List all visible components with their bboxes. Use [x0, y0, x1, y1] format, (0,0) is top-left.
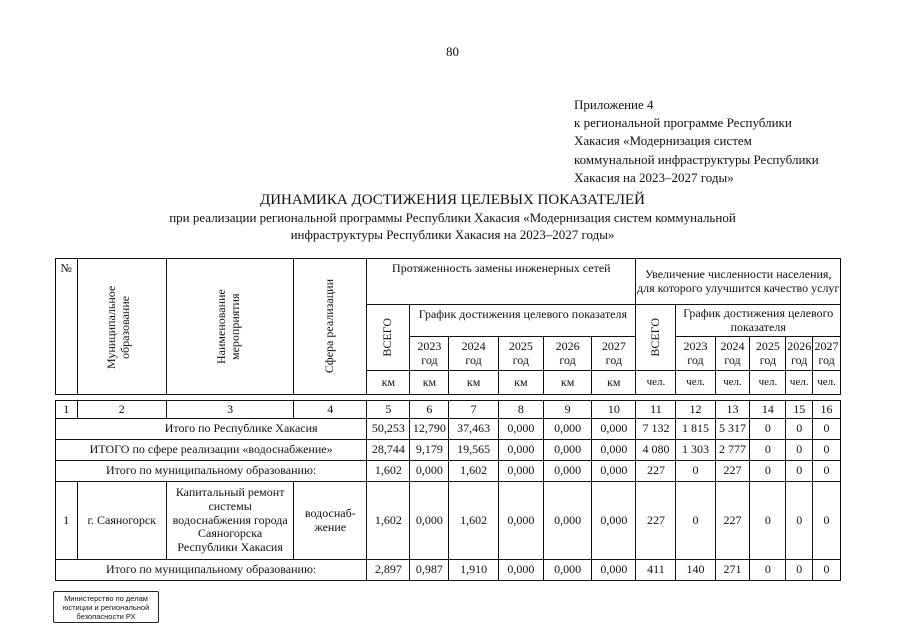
- cell: 0,000: [592, 482, 636, 560]
- cell: 0,000: [543, 440, 591, 461]
- unit-cell: км: [592, 371, 636, 395]
- row-number: 1: [56, 482, 78, 560]
- stamp-line: безопасности РХ: [76, 612, 136, 622]
- cell: 2,897: [367, 560, 410, 581]
- cell: 0: [676, 461, 715, 482]
- cell: 411: [636, 560, 676, 581]
- cell: 1,602: [449, 482, 498, 560]
- appendix-line: к региональной программе Республики: [574, 115, 792, 131]
- cell: 7 132: [636, 419, 676, 440]
- column-number: 11: [636, 401, 676, 419]
- table-row: [56, 461, 841, 482]
- ministry-stamp: [53, 591, 159, 623]
- year-cell: 2025 год: [750, 337, 786, 371]
- appendix-note: [574, 96, 819, 187]
- cell: 0,000: [498, 461, 543, 482]
- cell: 271: [715, 560, 750, 581]
- cell: 0,000: [498, 440, 543, 461]
- row-label: Итого по муниципальному образованию:: [56, 461, 367, 482]
- unit-cell: чел.: [813, 371, 841, 395]
- cell: 0,000: [543, 560, 591, 581]
- cell: 0,000: [498, 419, 543, 440]
- cell: 2 777: [715, 440, 750, 461]
- cell: 0: [813, 461, 841, 482]
- header-total-length: [367, 305, 410, 371]
- unit-cell: чел.: [750, 371, 786, 395]
- cell: 0,000: [543, 482, 591, 560]
- cell: 0,000: [592, 560, 636, 581]
- cell: 0: [750, 560, 786, 581]
- cell: 0,000: [498, 482, 543, 560]
- cell: 12,790: [410, 419, 449, 440]
- cell: 37,463: [449, 419, 498, 440]
- year-cell: 2026 год: [543, 337, 591, 371]
- year-cell: 2024 год: [715, 337, 750, 371]
- cell: 0: [813, 440, 841, 461]
- municipality-cell: г. Саяногорск: [77, 482, 166, 560]
- cell: 0,000: [410, 461, 449, 482]
- unit-cell: чел.: [676, 371, 715, 395]
- page-number: 80: [446, 44, 459, 59]
- year-cell: 2024 год: [449, 337, 498, 371]
- column-numbers-row: [56, 401, 841, 419]
- unit-cell: км: [410, 371, 449, 395]
- cell: 227: [715, 482, 750, 560]
- year-cell: 2023 год: [676, 337, 715, 371]
- sphere-cell: водоснаб-жение: [294, 482, 367, 560]
- cell: 9,179: [410, 440, 449, 461]
- cell: 0: [786, 560, 813, 581]
- unit-cell: чел.: [636, 371, 676, 395]
- table-row: [56, 482, 841, 560]
- cell: 50,253: [367, 419, 410, 440]
- year-cell: 2027 год: [592, 337, 636, 371]
- cell: 4 080: [636, 440, 676, 461]
- column-number: 3: [166, 401, 293, 419]
- unit-cell: км: [498, 371, 543, 395]
- cell: 19,565: [449, 440, 498, 461]
- cell: 140: [676, 560, 715, 581]
- cell: 0: [813, 419, 841, 440]
- cell: 0: [750, 461, 786, 482]
- column-number: 1: [56, 401, 78, 419]
- header-sphere: [294, 259, 367, 395]
- cell: 1,602: [367, 482, 410, 560]
- header-measure-text: Наименование мероприятия: [214, 289, 242, 364]
- header-population-group: Увеличение численности населения, для которого улучшится качество услуг: [636, 259, 841, 305]
- cell: 227: [636, 461, 676, 482]
- header-measure: [166, 259, 293, 395]
- cell: 0: [676, 482, 715, 560]
- cell: 0: [786, 461, 813, 482]
- cell: 0,987: [410, 560, 449, 581]
- indicators-table: [55, 258, 841, 581]
- cell: 0,000: [498, 560, 543, 581]
- unit-cell: чел.: [715, 371, 750, 395]
- header-municipality: [77, 259, 166, 395]
- cell: 227: [715, 461, 750, 482]
- appendix-line: коммунальной инфраструктуры Республики: [574, 151, 819, 167]
- cell: 0,000: [543, 461, 591, 482]
- cell: 0: [786, 482, 813, 560]
- measure-cell: Капитальный ремонт системы водоснабжения города Саяногорска Республики Хакасия: [166, 482, 293, 560]
- cell: 1,602: [367, 461, 410, 482]
- cell: 0: [813, 482, 841, 560]
- cell: 28,744: [367, 440, 410, 461]
- column-number: 7: [449, 401, 498, 419]
- cell: 5 317: [715, 419, 750, 440]
- subtitle-line: инфраструктуры Республики Хакасия на 2023–2027 годы»: [290, 226, 615, 242]
- cell: 1,602: [449, 461, 498, 482]
- column-number: 8: [498, 401, 543, 419]
- cell: 1 303: [676, 440, 715, 461]
- unit-cell: км: [543, 371, 591, 395]
- header-schedule-pop: График достижения целевого показателя: [676, 305, 841, 337]
- column-number: 10: [592, 401, 636, 419]
- column-number: 14: [750, 401, 786, 419]
- stamp-line: юстиции и региональной: [62, 603, 150, 613]
- header-total-text: ВСЕГО: [380, 318, 395, 357]
- column-number: 5: [367, 401, 410, 419]
- header-length-group: Протяженность замены инженерных сетей: [367, 259, 636, 305]
- year-cell: 2026 год: [786, 337, 813, 371]
- cell: 0,000: [592, 440, 636, 461]
- table-row: [56, 560, 841, 581]
- stamp-line: Министерство по делам: [64, 594, 148, 603]
- cell: 0,000: [592, 461, 636, 482]
- column-number: 9: [543, 401, 591, 419]
- cell: 0: [750, 419, 786, 440]
- header-municipality-text: Муниципальное образование: [103, 284, 132, 369]
- cell: 0,000: [592, 419, 636, 440]
- column-number: 16: [813, 401, 841, 419]
- cell: 0: [750, 440, 786, 461]
- header-sphere-text: Сфера реализации: [322, 279, 337, 374]
- table-row: [56, 419, 841, 440]
- cell: 1,910: [449, 560, 498, 581]
- cell: 0: [786, 440, 813, 461]
- header-total-pop: [636, 305, 676, 371]
- table-row: [56, 440, 841, 461]
- unit-cell: км: [449, 371, 498, 395]
- subtitle-line: при реализации региональной программы Республики Хакасия «Модернизация систем коммунальной: [169, 210, 736, 225]
- column-number: 15: [786, 401, 813, 419]
- cell: 0,000: [543, 419, 591, 440]
- cell: 1 815: [676, 419, 715, 440]
- header-no: №: [56, 259, 78, 395]
- document-subtitle: [0, 210, 905, 243]
- cell: 0,000: [410, 482, 449, 560]
- appendix-line: Приложение 4: [574, 97, 654, 112]
- column-number: 13: [715, 401, 750, 419]
- cell: 0: [750, 482, 786, 560]
- document-title: ДИНАМИКА ДОСТИЖЕНИЯ ЦЕЛЕВЫХ ПОКАЗАТЕЛЕЙ: [259, 192, 645, 208]
- row-label: Итого по Республике Хакасия: [56, 419, 367, 440]
- column-number: 6: [410, 401, 449, 419]
- column-number: 12: [676, 401, 715, 419]
- row-label: ИТОГО по сфере реализации «водоснабжение»: [56, 440, 367, 461]
- appendix-line: Хакасия на 2023–2027 годы»: [574, 169, 734, 185]
- cell: 0: [813, 560, 841, 581]
- cell: 0: [786, 419, 813, 440]
- column-number: 2: [77, 401, 166, 419]
- appendix-line: Хакасия «Модернизация систем: [574, 133, 752, 149]
- cell: 227: [636, 482, 676, 560]
- year-cell: 2023 год: [410, 337, 449, 371]
- row-label: Итого по муниципальному образованию:: [56, 560, 367, 581]
- header-schedule-length: График достижения целевого показателя: [410, 305, 636, 337]
- year-cell: 2025 год: [498, 337, 543, 371]
- column-number: 4: [294, 401, 367, 419]
- header-total-text: ВСЕГО: [648, 318, 663, 357]
- unit-cell: чел.: [786, 371, 813, 395]
- year-cell: 2027 год: [813, 337, 841, 371]
- unit-cell: км: [367, 371, 410, 395]
